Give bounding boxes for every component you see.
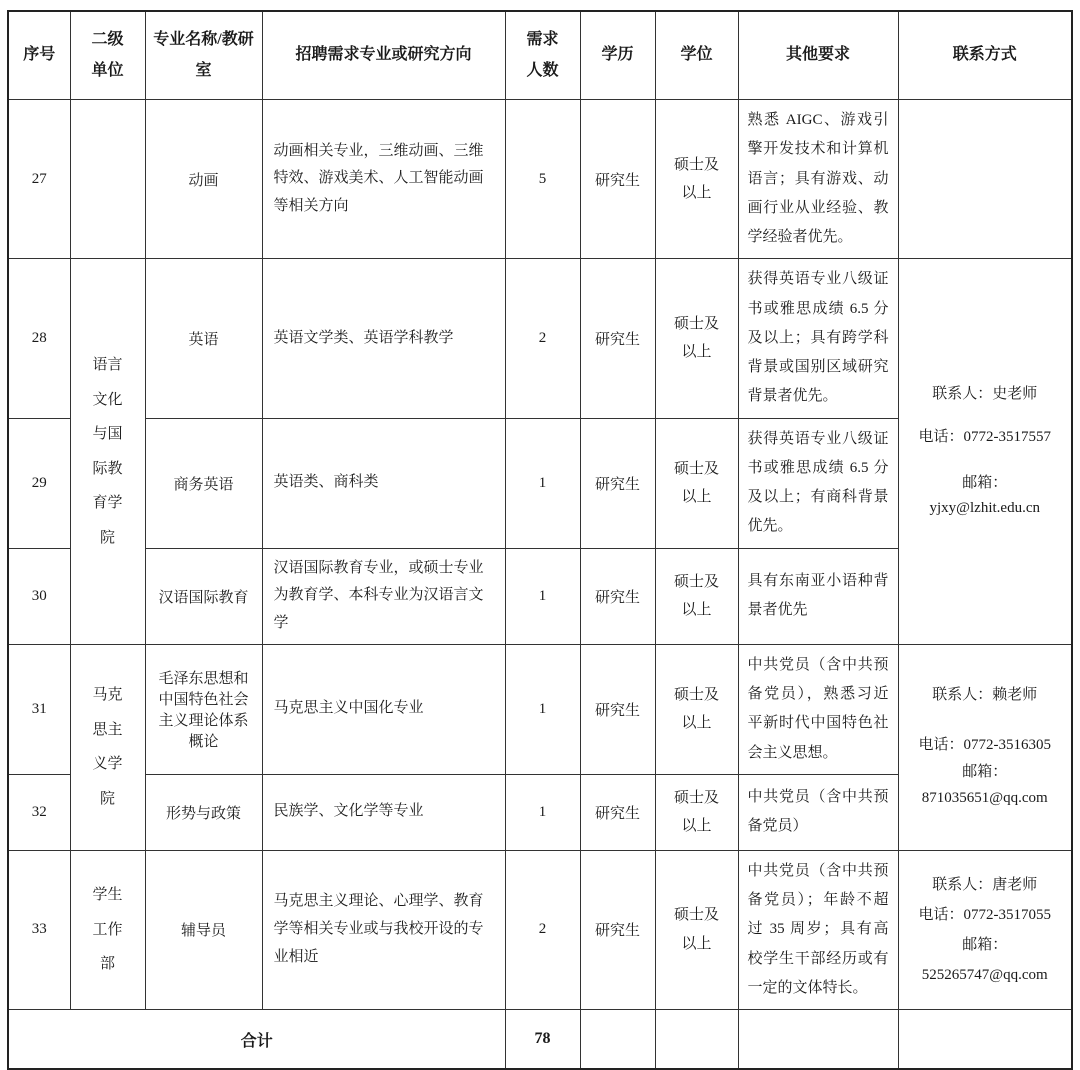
col-header-unit: [70, 11, 145, 100]
unit-text: 马克思主义学院: [92, 687, 123, 807]
cell-other: 熟悉 AIGC、游戏引擎开发技术和计算机语言；具有游戏、动画行业从业经验、教学经验者优先。: [738, 100, 898, 259]
cell-other: 中共党员（含中共预备党员）: [738, 774, 898, 850]
cell-education: 研究生: [580, 418, 655, 548]
col-header-unit-label: 二级单位: [91, 31, 124, 79]
contact-phone: 电话：0772-3516305: [918, 736, 1051, 753]
table-row: [8, 100, 1072, 259]
cell-contact-empty: [898, 100, 1072, 259]
cell-direction: 英语文学类、英语学科教学: [262, 259, 505, 418]
unit-text: 语言文化与国际教育学院: [92, 357, 123, 546]
degree-text: 硕士及以上: [673, 686, 719, 732]
col-header-count: [505, 11, 580, 100]
col-header-education: 学历: [580, 11, 655, 100]
total-empty-contact: [898, 1010, 1072, 1070]
col-header-degree: 学位: [655, 11, 738, 100]
cell-degree: [655, 100, 738, 259]
cell-unit-language-college: [70, 259, 145, 645]
col-header-direction: 招聘需求专业或研究方向: [262, 11, 505, 100]
cell-education: 研究生: [580, 100, 655, 259]
cell-degree: [655, 418, 738, 548]
degree-text: 硕士及以上: [673, 315, 719, 361]
cell-unit-student-affairs: [70, 850, 145, 1009]
degree-text: 硕士及以上: [673, 156, 719, 202]
cell-direction: 马克思主义中国化专业: [262, 644, 505, 774]
cell-education: 研究生: [580, 644, 655, 774]
degree-text: 硕士及以上: [673, 573, 719, 619]
total-empty-other: [738, 1010, 898, 1070]
contact-email-label: 邮箱：: [962, 764, 1008, 781]
cell-major: 形势与政策: [145, 774, 262, 850]
cell-no: 33: [8, 850, 70, 1009]
contact-email: yjxy@lzhit.edu.cn: [929, 500, 1040, 516]
total-empty-degree: [655, 1010, 738, 1070]
cell-count: 2: [505, 850, 580, 1009]
contact-person: 联系人：唐老师: [932, 876, 1038, 893]
cell-other: 具有东南亚小语种背景者优先: [738, 548, 898, 644]
cell-count: 1: [505, 418, 580, 548]
cell-count: 1: [505, 644, 580, 774]
cell-education: 研究生: [580, 774, 655, 850]
contact-phone: 电话：0772-3517557: [918, 429, 1051, 445]
contact-email: 525265747@qq.com: [921, 966, 1048, 983]
recruitment-table: [7, 10, 1073, 1070]
cell-no: 27: [8, 100, 70, 259]
table-row: [8, 259, 1072, 418]
cell-degree: [655, 644, 738, 774]
contact-phone: 电话：0772-3517055: [918, 906, 1051, 923]
contact-email-label: 邮箱：: [962, 474, 1008, 491]
total-count: 78: [505, 1010, 580, 1070]
cell-other: 中共党员（含中共预备党员）；年龄不超过 35 周岁；具有高校学生干部经历或有一定的文体特长。: [738, 850, 898, 1009]
cell-other: 中共党员（含中共预备党员），熟悉习近平新时代中国特色社会主义思想。: [738, 644, 898, 774]
cell-degree: [655, 548, 738, 644]
cell-education: 研究生: [580, 850, 655, 1009]
cell-count: 2: [505, 259, 580, 418]
col-header-no: 序号: [8, 11, 70, 100]
col-header-other: 其他要求: [738, 11, 898, 100]
degree-text: 硕士及以上: [673, 460, 719, 505]
cell-contact-shi: [898, 259, 1072, 645]
cell-no: 30: [8, 548, 70, 644]
total-row: [8, 1010, 1072, 1070]
cell-major: 辅导员: [145, 850, 262, 1009]
cell-contact-tang: [898, 850, 1072, 1009]
degree-text: 硕士及以上: [673, 789, 719, 835]
cell-direction: 英语类、商科类: [262, 418, 505, 548]
contact-email-label: 邮箱：: [962, 936, 1008, 953]
cell-direction: 马克思主义理论、心理学、教育学等相关专业或与我校开设的专业相近: [262, 850, 505, 1009]
cell-major: 汉语国际教育: [145, 548, 262, 644]
contact-person: 联系人：史老师: [932, 385, 1038, 402]
cell-major: 英语: [145, 259, 262, 418]
cell-no: 31: [8, 644, 70, 774]
cell-unit-marxism-college: [70, 644, 145, 850]
cell-degree: [655, 774, 738, 850]
cell-direction: 动画相关专业，三维动画、三维特效、游戏美术、人工智能动画等相关方向: [262, 100, 505, 259]
cell-other: 获得英语专业八级证书或雅思成绩 6.5 分及以上；有商科背景优先。: [738, 418, 898, 548]
col-header-major: 专业名称/教研室: [145, 11, 262, 100]
header-row: [8, 11, 1072, 100]
cell-major: 毛泽东思想和中国特色社会主义理论体系概论: [145, 644, 262, 774]
cell-count: 5: [505, 100, 580, 259]
total-label: 合计: [8, 1010, 505, 1070]
unit-text: 学生工作部: [92, 887, 123, 973]
cell-major: 商务英语: [145, 418, 262, 548]
cell-contact-lai: [898, 644, 1072, 850]
cell-unit-empty: [70, 100, 145, 259]
total-empty-education: [580, 1010, 655, 1070]
contact-person: 联系人：赖老师: [932, 687, 1038, 704]
cell-education: 研究生: [580, 259, 655, 418]
cell-major: 动画: [145, 100, 262, 259]
contact-email: 871035651@qq.com: [921, 789, 1048, 806]
cell-other: 获得英语专业八级证书或雅思成绩 6.5 分及以上；具有跨学科背景或国别区域研究背景者优先。: [738, 259, 898, 418]
cell-no: 29: [8, 418, 70, 548]
col-header-count-label: 需求人数: [526, 31, 559, 79]
cell-degree: [655, 850, 738, 1009]
cell-count: 1: [505, 548, 580, 644]
table-row: [8, 850, 1072, 1009]
cell-direction: 汉语国际教育专业，或硕士专业为教育学、本科专业为汉语言文学: [262, 548, 505, 644]
cell-no: 28: [8, 259, 70, 418]
cell-degree: [655, 259, 738, 418]
cell-no: 32: [8, 774, 70, 850]
cell-education: 研究生: [580, 548, 655, 644]
degree-text: 硕士及以上: [673, 907, 719, 952]
cell-direction: 民族学、文化学等专业: [262, 774, 505, 850]
col-header-contact: 联系方式: [898, 11, 1072, 100]
cell-count: 1: [505, 774, 580, 850]
table-row: [8, 644, 1072, 774]
